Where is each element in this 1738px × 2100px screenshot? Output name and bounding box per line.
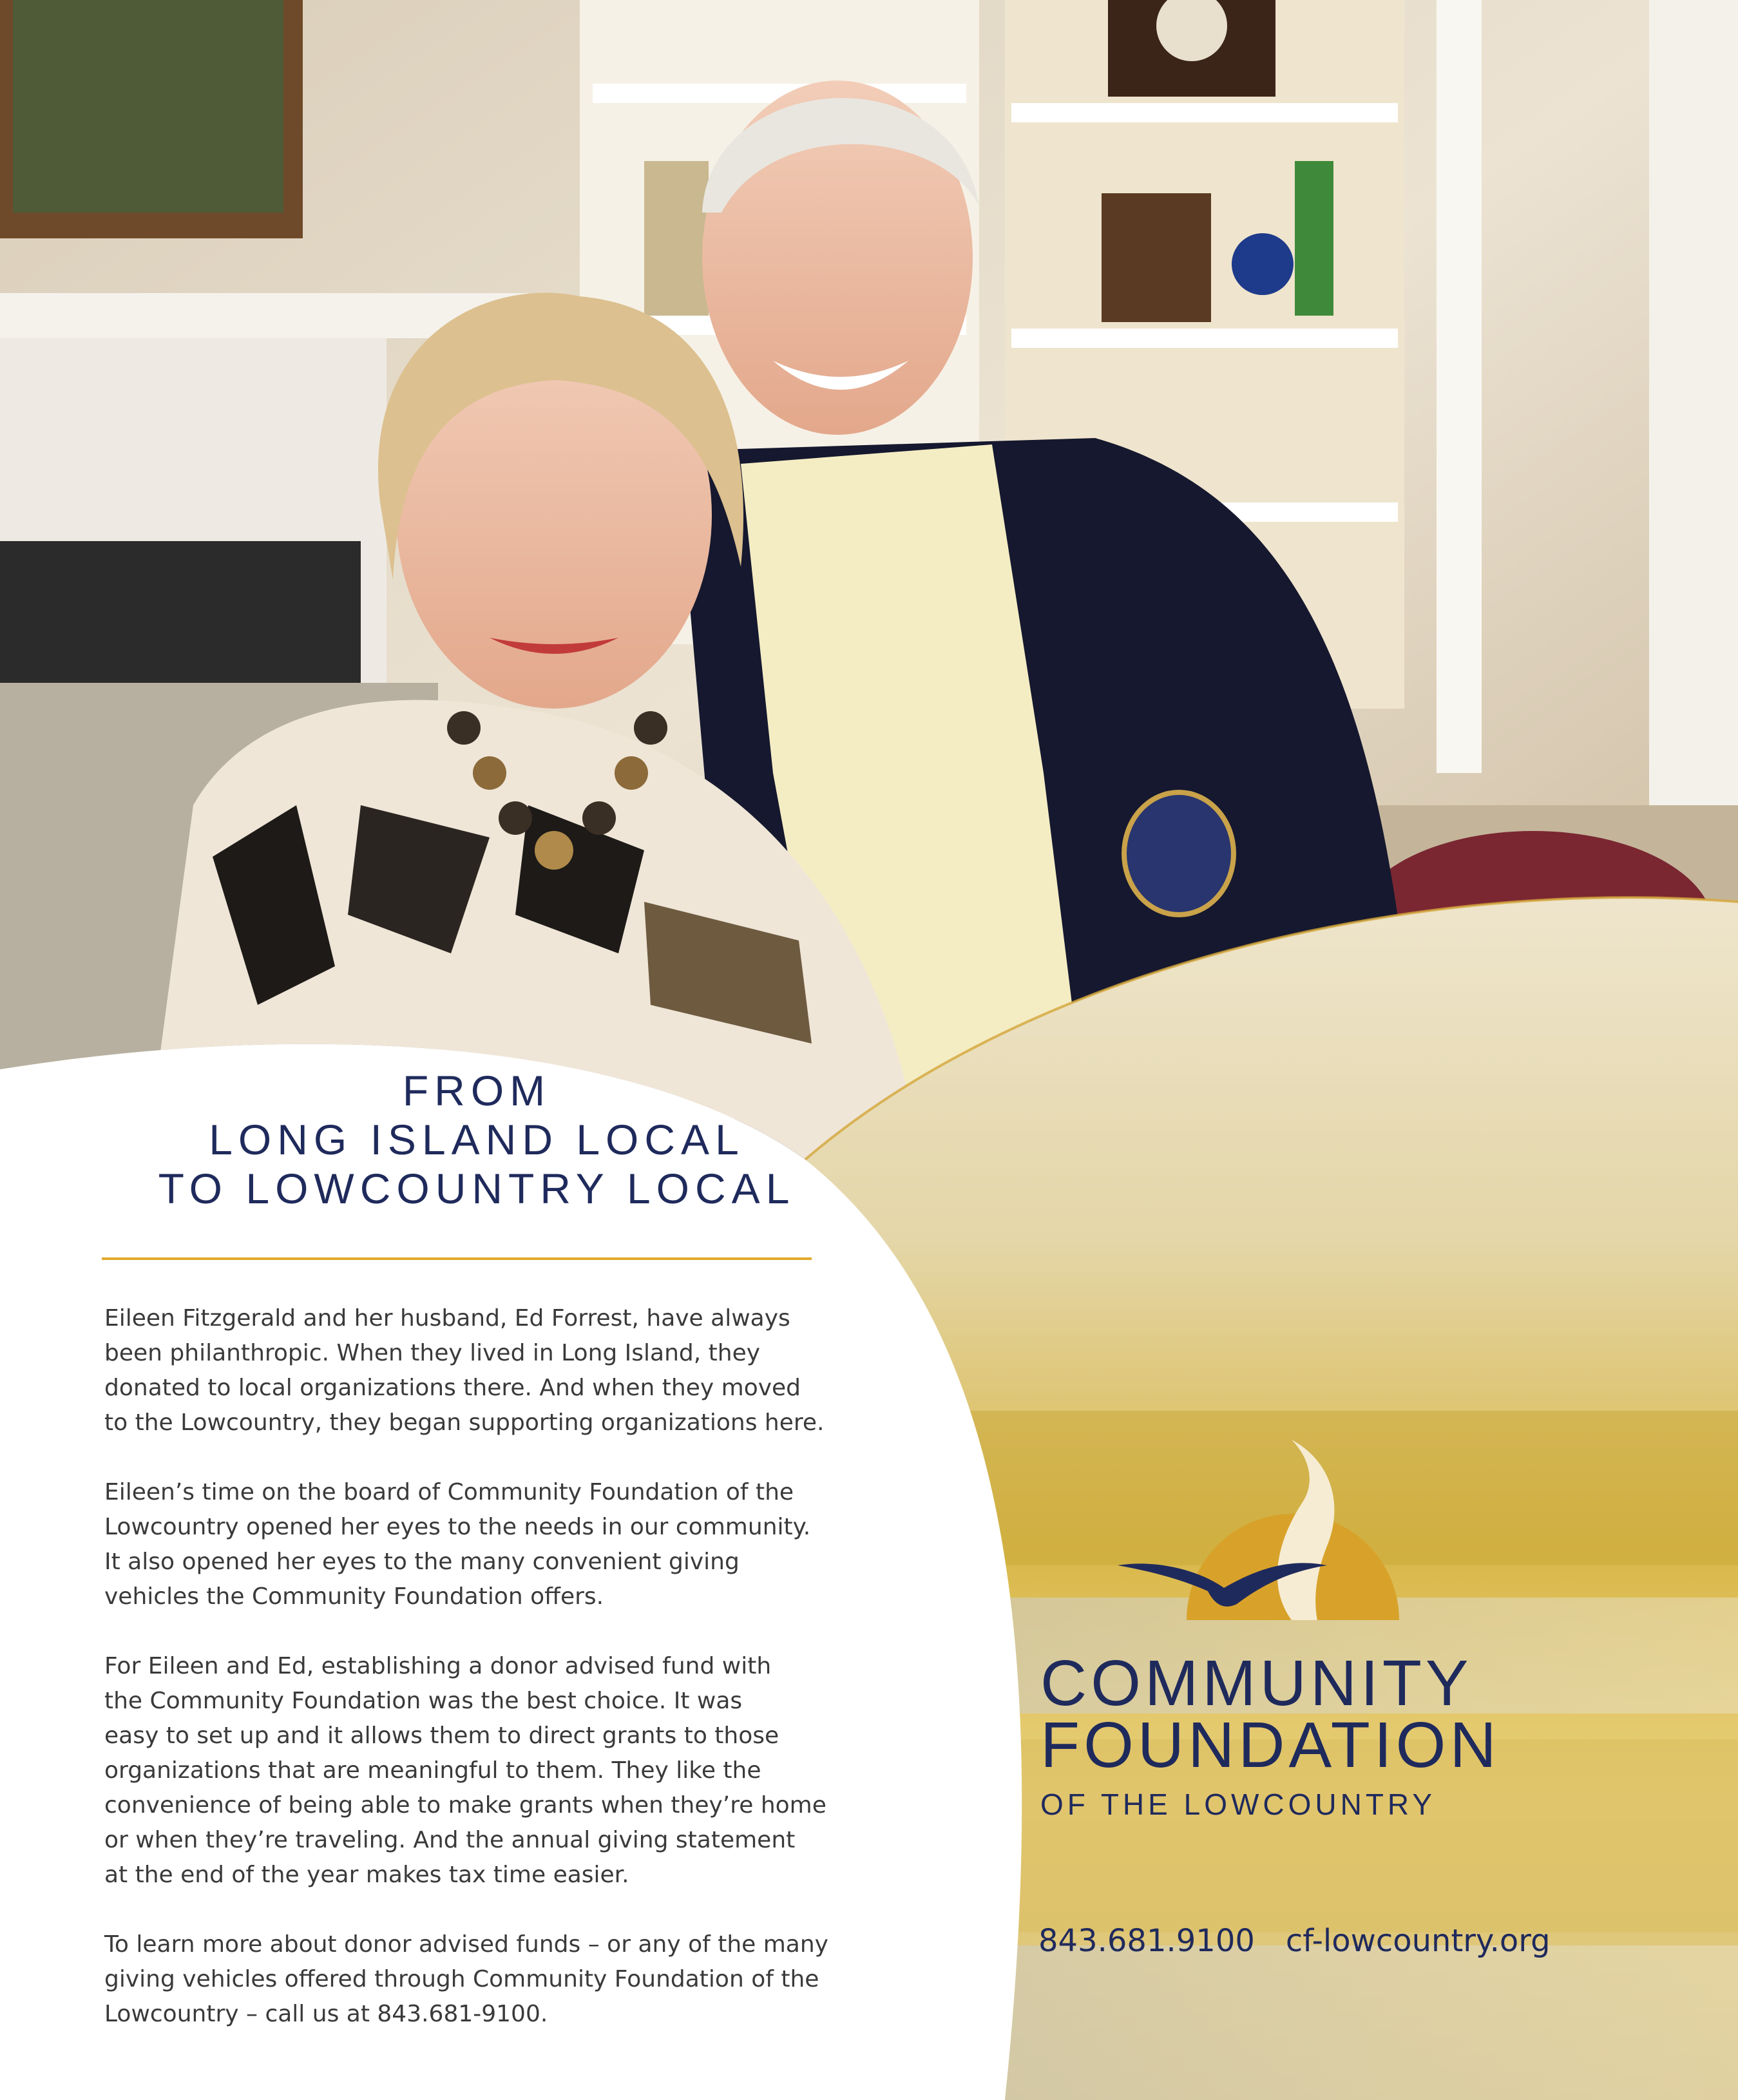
text-line: To learn more about donor advised funds – or any of the many xyxy=(104,1931,828,1958)
text-line: vehicles the Community Foundation offers. xyxy=(104,1583,604,1610)
text-line: giving vehicles offered through Community Foundation of the xyxy=(104,1966,819,1992)
body-copy xyxy=(104,1301,903,2067)
text-line: at the end of the year makes tax time easier. xyxy=(104,1862,629,1888)
text-line: Lowcountry – call us at 843.681-9100. xyxy=(104,2001,548,2027)
text-line: donated to local organizations there. And when they moved xyxy=(104,1375,801,1401)
text-line: been philanthropic. When they lived in Long Island, they xyxy=(104,1340,761,1366)
text-line: Eileen Fitzgerald and her husband, Ed Forrest, have always xyxy=(104,1305,790,1332)
text-line: Eileen’s time on the board of Community Foundation of the xyxy=(104,1479,794,1505)
text-line: or when they’re traveling. And the annual giving statement xyxy=(104,1827,796,1853)
text-line: convenience of being able to make grants when they’re home xyxy=(104,1792,826,1818)
paragraph-4 xyxy=(104,1927,903,2032)
logo-wordmark xyxy=(1040,1647,1594,1830)
headline-line-1: FROM xyxy=(402,1067,551,1114)
text-line: It also opened her eyes to the many convenient giving xyxy=(104,1549,740,1575)
paragraph-3 xyxy=(104,1649,903,1893)
text-line: to the Lowcountry, they began supporting organizations here. xyxy=(104,1409,825,1436)
text-line: easy to set up and it allows them to direct grants to those xyxy=(104,1723,779,1749)
paragraph-1 xyxy=(104,1301,903,1440)
headline-line-3: TO LOWCOUNTRY LOCAL xyxy=(158,1165,796,1212)
headline xyxy=(61,1066,892,1213)
website-link[interactable]: cf-lowcountry.org xyxy=(1285,1923,1551,1959)
text-line: the Community Foundation was the best choice. It was xyxy=(104,1688,743,1714)
paragraph-2 xyxy=(104,1475,903,1614)
headline-line-2: LONG ISLAND LOCAL xyxy=(209,1116,745,1163)
gold-divider xyxy=(102,1257,812,1260)
contact-info xyxy=(1038,1922,1551,1960)
logo-line-1: COMMUNITY xyxy=(1040,1647,1473,1719)
logo-line-2: FOUNDATION xyxy=(1040,1709,1500,1781)
text-line: Lowcountry opened her eyes to the needs in our community. xyxy=(104,1514,811,1540)
logo-line-3: OF THE LOWCOUNTRY xyxy=(1040,1788,1436,1821)
text-line: organizations that are meaningful to them. They like the xyxy=(104,1757,761,1784)
text-line: For Eileen and Ed, establishing a donor advised fund with xyxy=(104,1653,772,1679)
phone-number: 843.681.9100 xyxy=(1038,1923,1255,1959)
